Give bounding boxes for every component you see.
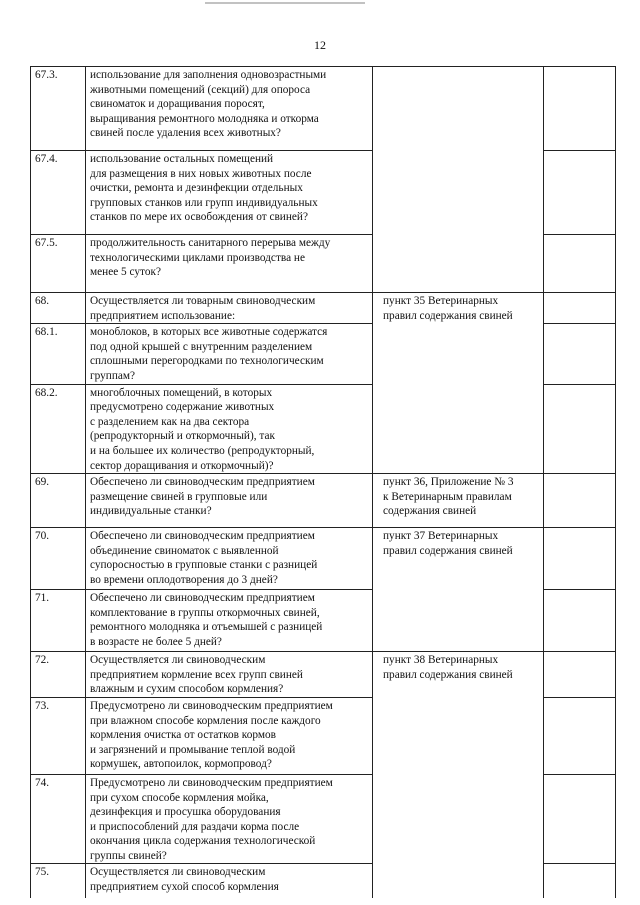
question-text: многоблочных помещений, в которых предусмотрено содержание животных с разделением как на два сектора (репродукторный и откормочный), так и на большее их количество (репродукторный, сектор доращивания и откормочный)?	[90, 386, 315, 472]
question-cell	[86, 697, 373, 774]
question-cell	[86, 324, 373, 384]
table-row	[31, 697, 616, 774]
scan-artifact	[205, 2, 365, 4]
reference-cell	[373, 474, 544, 528]
reference-cell	[373, 528, 544, 590]
question-text: использование для заполнения одновозрастными животными помещений (секций) для опороса свиноматок и доращивания поросят, выращивания ремонтного молодняка и откорма свиней после удаления всех животных?	[90, 69, 327, 140]
reference-cell	[373, 590, 544, 652]
item-number: 74.	[31, 774, 86, 864]
page-number: 12	[314, 38, 326, 52]
check-cell	[544, 324, 616, 384]
check-cell	[544, 774, 616, 864]
question-cell	[86, 652, 373, 698]
reference-cell	[373, 384, 544, 474]
check-cell	[544, 384, 616, 474]
question-text: использование остальных помещений для размещения в них новых животных после очистки, ремонта и дезинфекции отдельных групповых станков или групп индивидуальных станков по мере их освобождения от свиней?	[90, 153, 318, 224]
table-row	[31, 474, 616, 528]
reference-text: пункт 37 Ветеринарных правил содержания свиней	[383, 530, 513, 557]
check-cell	[544, 293, 616, 324]
reference-cell	[373, 774, 544, 864]
table-row	[31, 151, 616, 235]
check-cell	[544, 151, 616, 235]
item-number: 72.	[31, 652, 86, 698]
question-cell	[86, 151, 373, 235]
reference-cell	[373, 67, 544, 151]
checklist-table	[30, 66, 616, 898]
question-cell	[86, 384, 373, 474]
question-cell	[86, 293, 373, 324]
item-number: 75.	[31, 864, 86, 898]
reference-cell	[373, 235, 544, 293]
table-row	[31, 293, 616, 324]
check-cell	[544, 67, 616, 151]
question-cell	[86, 528, 373, 590]
question-cell	[86, 235, 373, 293]
reference-text: пункт 36, Приложение № 3 к Ветеринарным правилам содержания свиней	[383, 476, 514, 518]
check-cell	[544, 652, 616, 698]
table-row	[31, 235, 616, 293]
reference-text: пункт 35 Ветеринарных правил содержания свиней	[383, 295, 513, 322]
item-number: 68.	[31, 293, 86, 324]
table-row	[31, 67, 616, 151]
check-cell	[544, 697, 616, 774]
question-cell	[86, 774, 373, 864]
reference-cell	[373, 652, 544, 698]
check-cell	[544, 235, 616, 293]
table-row	[31, 324, 616, 384]
reference-cell	[373, 293, 544, 324]
question-text: Осуществляется ли свиноводческим предприятием кормление всех групп свиней влажным и сухим способом кормления?	[90, 654, 303, 696]
table-row	[31, 590, 616, 652]
reference-cell	[373, 151, 544, 235]
item-number: 67.5.	[31, 235, 86, 293]
table-row	[31, 528, 616, 590]
item-number: 70.	[31, 528, 86, 590]
check-cell	[544, 474, 616, 528]
table-row	[31, 652, 616, 698]
question-text: Осуществляется ли товарным свиноводческим предприятием использование:	[90, 295, 316, 322]
table-row	[31, 774, 616, 864]
item-number: 71.	[31, 590, 86, 652]
question-cell	[86, 67, 373, 151]
item-number: 68.1.	[31, 324, 86, 384]
check-cell	[544, 590, 616, 652]
reference-cell	[373, 697, 544, 774]
reference-text: пункт 38 Ветеринарных правил содержания свиней	[383, 654, 513, 681]
item-number: 68.2.	[31, 384, 86, 474]
item-number: 67.4.	[31, 151, 86, 235]
question-text: моноблоков, в которых все животные содержатся под одной крышей с внутренним разделением сплошными перегородками по технологическим группам?	[90, 326, 328, 382]
reference-cell	[373, 864, 544, 898]
question-text: Обеспечено ли свиноводческим предприятием объединение свиноматок с выявленной супоросностью в групповые станки с разницей во времени оплодотворения до 3 дней?	[90, 530, 318, 586]
item-number: 67.3.	[31, 67, 86, 151]
question-cell	[86, 864, 373, 898]
check-cell	[544, 864, 616, 898]
question-cell	[86, 590, 373, 652]
item-number: 73.	[31, 697, 86, 774]
question-text: Обеспечено ли свиноводческим предприятием комплектование в группы откормочных свиней, ремонтного молодняка и отъемышей с разницей в возрасте не более 5 дней?	[90, 592, 323, 648]
question-cell	[86, 474, 373, 528]
reference-cell	[373, 324, 544, 384]
question-text: Обеспечено ли свиноводческим предприятием размещение свиней в групповые или индивидуальные станки?	[90, 476, 315, 518]
item-number: 69.	[31, 474, 86, 528]
question-text: продолжительность санитарного перерыва между технологическими циклами производства не менее 5 суток?	[90, 237, 331, 279]
check-cell	[544, 528, 616, 590]
question-text: Осуществляется ли свиноводческим предприятием сухой способ кормления	[90, 866, 279, 894]
table-row	[31, 864, 616, 898]
question-text: Предусмотрено ли свиноводческим предприятием при влажном способе кормления после каждого кормления очистка от остатков кормов и загрязнений и промывание теплой водой кормушек, автопоилок, кормопровод?	[90, 699, 333, 771]
question-text: Предусмотрено ли свиноводческим предприятием при сухом способе кормления мойка, дезинфекция и просушка оборудования и приспособлений для раздачи корма после окончания цикла содержания технологической группы свиней?	[90, 776, 333, 862]
table-row	[31, 384, 616, 474]
